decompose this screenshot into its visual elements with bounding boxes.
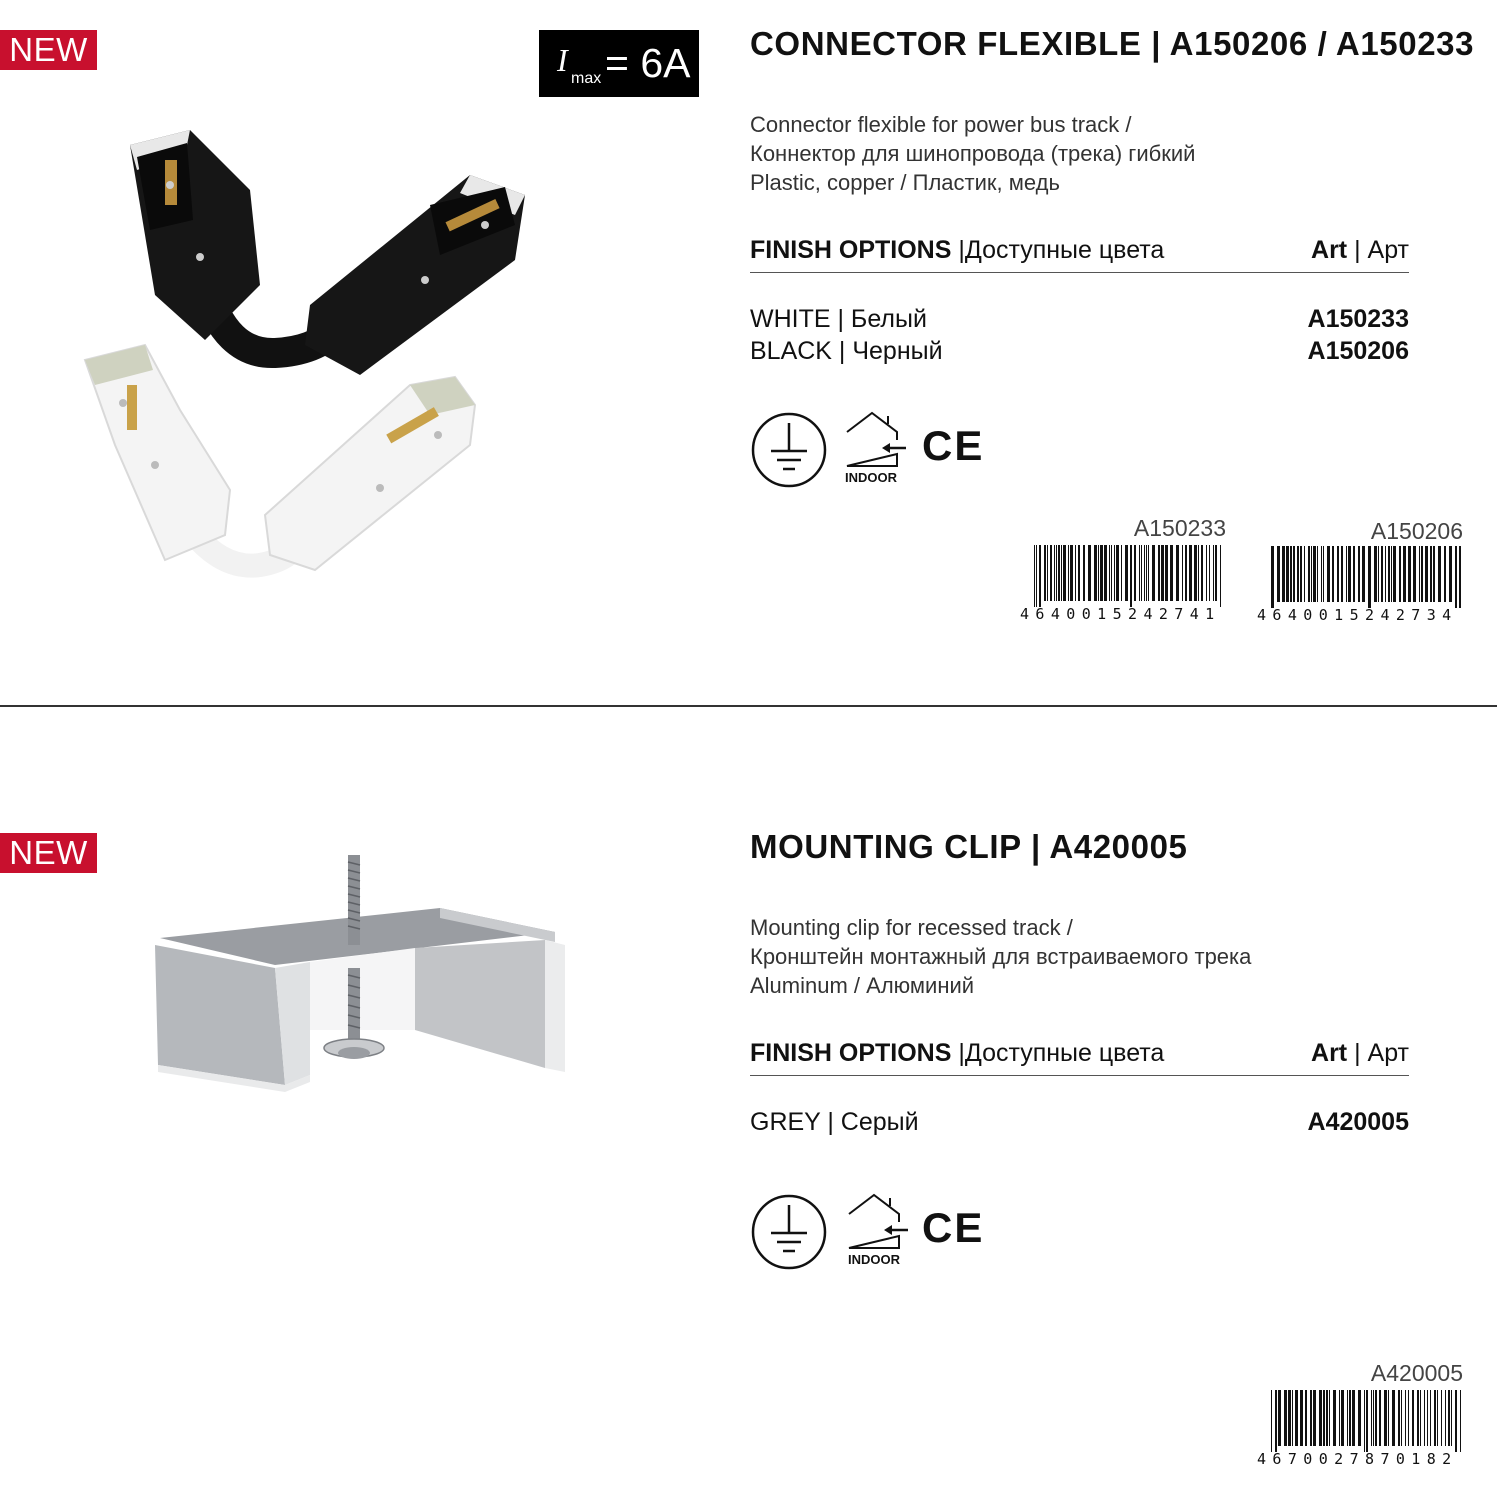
barcode-bar (1347, 1390, 1348, 1446)
barcode-bar (1413, 546, 1416, 602)
barcode-bar (1300, 1390, 1303, 1446)
barcode-bar (1323, 1390, 1325, 1446)
barcode-bar (1189, 545, 1192, 601)
barcode-bar (1317, 546, 1318, 602)
barcode-bar (1427, 1390, 1428, 1446)
barcode-bar (1176, 545, 1179, 601)
barcode-bar (1445, 1390, 1446, 1446)
barcode-bar (1277, 546, 1280, 602)
barcode-bar (1460, 1390, 1461, 1452)
description-line: Plastic, copper / Пластик, медь (750, 170, 1060, 195)
barcode-bar (1374, 546, 1377, 602)
new-badge: NEW (0, 30, 97, 70)
barcode-bar (1455, 1390, 1457, 1452)
barcode-bar (1358, 546, 1360, 602)
barcode-bar (1321, 546, 1322, 602)
barcode-bar (1161, 545, 1164, 601)
connector-flexible-image (75, 115, 545, 585)
art-label-ru: Арт (1367, 1039, 1409, 1067)
barcode-bar (1047, 545, 1048, 601)
barcode-bar (1352, 1390, 1355, 1446)
barcode-bar (1271, 546, 1274, 608)
indoor-icon (844, 410, 908, 468)
barcode-bar (1437, 1390, 1438, 1446)
barcode-bar (1070, 545, 1073, 601)
barcode-bar (1459, 546, 1461, 608)
barcode-bar (1366, 1390, 1368, 1452)
description-line: Connector flexible for power bus track / (750, 112, 1132, 137)
barcode-bar (1039, 545, 1041, 607)
art-label-ru: Арт (1367, 236, 1409, 264)
barcode-bar (1323, 546, 1324, 602)
barcode-bar (1425, 546, 1428, 602)
barcode-art: A150206 (1370, 518, 1463, 544)
barcode-bar (1392, 1390, 1395, 1446)
finish-row (750, 305, 1409, 337)
barcode-bars (1034, 545, 1224, 607)
barcode-bar (1353, 546, 1355, 602)
imax-symbol: I (557, 42, 568, 78)
barcode-bar (1401, 1390, 1402, 1446)
barcode-bar (1050, 545, 1052, 601)
barcode-bar (1044, 545, 1046, 601)
barcode-bar (1141, 545, 1142, 601)
barcode-bar (1286, 546, 1289, 602)
finish-options-label-ru: Доступные цвета (964, 236, 1165, 264)
barcode-bar (1295, 1390, 1298, 1446)
finish-options-label: FINISH OPTIONS (750, 236, 952, 264)
barcode-bar (1391, 546, 1392, 602)
barcode-bar (1438, 546, 1441, 602)
barcode-bar (1329, 1390, 1330, 1446)
barcode-bar (1384, 1390, 1387, 1446)
white-connector (85, 345, 475, 570)
ground-icon (750, 1193, 828, 1271)
barcode-bar (1378, 546, 1379, 602)
barcode-bar (1170, 545, 1173, 601)
barcode-bar (1220, 545, 1221, 607)
barcode-art: A150233 (1133, 515, 1226, 541)
finish-name: WHITE | Белый (750, 305, 927, 333)
finish-name: BLACK | Черный (750, 337, 943, 365)
description-line: Aluminum / Алюминий (750, 973, 975, 998)
barcode-bar (1451, 1390, 1452, 1446)
finish-row (750, 337, 1409, 369)
barcode-bar (1398, 1390, 1400, 1446)
barcode-bar (1405, 1390, 1406, 1446)
barcode-bar (1109, 545, 1110, 601)
barcode-bar (1061, 545, 1062, 601)
barcode-bars (1271, 1390, 1461, 1452)
barcode-bar (1201, 545, 1203, 601)
finish-options-separator: | (951, 236, 965, 264)
barcode-bar (1408, 546, 1411, 602)
barcode (1257, 518, 1463, 628)
product-description (750, 913, 1251, 1000)
barcode-bar (1420, 1390, 1421, 1446)
barcode-bar (1341, 546, 1343, 602)
imax-subscript: max (571, 70, 602, 87)
barcode-bar (1408, 1390, 1409, 1446)
barcode-bar (1412, 1390, 1414, 1446)
barcode-bar (1284, 1390, 1287, 1446)
barcode-bar (1075, 545, 1076, 601)
barcode-bar (1368, 546, 1371, 608)
new-badge: NEW (0, 833, 97, 873)
ce-mark: CE (922, 1204, 985, 1251)
barcode-bar (1271, 1390, 1272, 1452)
barcode-bar (1304, 546, 1305, 602)
barcode-bar (1130, 545, 1132, 607)
barcode-bar (1290, 546, 1292, 602)
barcode-art: A420005 (1370, 1360, 1463, 1386)
description-line: Коннектор для шинопровода (трека) гибкий (750, 141, 1196, 166)
barcode-bar (1116, 545, 1119, 601)
art-label: Art (1311, 236, 1348, 264)
barcode-bar (1165, 545, 1168, 601)
barcode-bar (1034, 545, 1035, 607)
mounting-clip-image (150, 850, 580, 1110)
finish-options-separator: | (951, 1039, 965, 1067)
barcode-bar (1213, 545, 1214, 601)
barcode-bar (1292, 1390, 1293, 1446)
finish-options-label: FINISH OPTIONS (750, 1039, 952, 1067)
barcode-bar (1441, 1390, 1442, 1446)
barcode-bar (1198, 545, 1199, 601)
barcode-bar (1078, 545, 1080, 601)
barcode-bar (1403, 546, 1406, 602)
product-title: CONNECTOR FLEXIBLE | A150206 / A150233 (750, 25, 1475, 62)
barcode-number: 4670027870182 (1257, 1450, 1458, 1468)
barcode-bar (1275, 1390, 1277, 1452)
product-description (750, 110, 1195, 197)
barcode-bar (1125, 545, 1128, 601)
barcode-bar (1158, 545, 1160, 601)
barcode-bar (1362, 546, 1365, 602)
indoor-icon (846, 1192, 910, 1250)
barcode-bar (1209, 545, 1210, 601)
barcode-bar (1385, 546, 1386, 602)
barcode-bar (1333, 1390, 1336, 1446)
barcode-bar (1311, 546, 1312, 602)
ce-mark: CE (922, 422, 985, 469)
barcode-bar (1288, 1390, 1291, 1446)
section-divider (0, 705, 1497, 707)
barcode-bar (1373, 1390, 1374, 1446)
finish-art: A420005 (1307, 1108, 1409, 1136)
barcode-bar (1399, 546, 1401, 602)
barcode-bar (1381, 546, 1383, 602)
barcode-bar (1313, 546, 1316, 602)
finish-options-header (750, 236, 1409, 273)
barcode-bar (1111, 545, 1112, 601)
barcode-bar (1305, 1390, 1307, 1446)
barcode-bar (1319, 1390, 1322, 1446)
barcode-bar (1433, 546, 1435, 602)
barcode-bar (1337, 546, 1339, 602)
barcode-bar (1185, 545, 1187, 601)
barcode-bar (1349, 1390, 1351, 1446)
description-line: Кронштейн монтажный для встраиваемого трека (750, 944, 1252, 969)
imax-value: = 6A (605, 40, 691, 86)
barcode-bar (1310, 1390, 1312, 1446)
barcode-bar (1327, 546, 1330, 602)
barcode-bar (1371, 1390, 1372, 1446)
barcode-bar (1121, 545, 1122, 601)
barcode-bar (1339, 1390, 1340, 1446)
certification-icons (750, 1190, 990, 1280)
finish-art: A150206 (1307, 337, 1409, 365)
barcode-bar (1419, 546, 1420, 602)
barcode-bar (1144, 545, 1145, 601)
art-separator: | (1347, 1039, 1368, 1067)
barcode-bar (1341, 1390, 1344, 1446)
barcode-bar (1388, 546, 1390, 602)
barcode-bar (1194, 545, 1197, 601)
barcode-bar (1388, 1390, 1389, 1446)
barcode-bar (1375, 1390, 1377, 1446)
barcode-bar (1379, 1390, 1381, 1446)
barcode (1020, 515, 1226, 625)
barcode-bar (1148, 545, 1149, 601)
barcode-number: 4640015242734 (1257, 606, 1458, 624)
barcode-bar (1308, 546, 1310, 602)
barcode-bar (1206, 545, 1207, 601)
barcode-bar (1393, 546, 1396, 602)
barcode-bar (1444, 546, 1446, 602)
finish-art: A150233 (1307, 305, 1409, 333)
barcode-bar (1083, 545, 1085, 601)
barcode-bar (1139, 545, 1140, 601)
barcode-bar (1088, 545, 1091, 601)
certification-icons (750, 408, 990, 498)
barcode-bar (1313, 1390, 1316, 1446)
barcode-bar (1421, 546, 1423, 602)
finish-options-label-ru: Доступные цвета (964, 1039, 1165, 1067)
barcode-bar (1364, 1390, 1365, 1452)
barcode-bar (1449, 546, 1452, 602)
barcode-bar (1346, 546, 1347, 602)
barcode-bar (1104, 545, 1107, 601)
barcode-bar (1424, 1390, 1425, 1446)
barcode-bar (1448, 1390, 1450, 1446)
barcode-bar (1434, 1390, 1436, 1446)
barcode-bar (1215, 545, 1217, 601)
indoor-label: INDOOR (845, 470, 897, 485)
barcode-bar (1056, 545, 1057, 601)
barcode-bar (1417, 1390, 1419, 1446)
art-label: Art (1311, 1039, 1348, 1067)
barcode-bar (1063, 545, 1066, 601)
product-title: MOUNTING CLIP | A420005 (750, 828, 1188, 865)
barcode-bar (1430, 1390, 1431, 1446)
indoor-label: INDOOR (848, 1252, 900, 1267)
barcode-bar (1054, 545, 1055, 601)
barcode-bar (1068, 545, 1069, 601)
barcode-bar (1134, 545, 1136, 601)
barcode-bar (1300, 546, 1302, 602)
barcode-bar (1094, 545, 1097, 601)
finish-row (750, 1108, 1409, 1140)
black-connector (130, 130, 525, 375)
barcode-bar (1348, 546, 1351, 602)
barcode-bar (1058, 545, 1060, 601)
barcode (1257, 1360, 1463, 1470)
barcode-bar (1098, 545, 1099, 601)
barcode-bar (1430, 546, 1432, 602)
barcode-bar (1455, 546, 1457, 608)
description-line: Mounting clip for recessed track / (750, 915, 1073, 940)
barcode-bar (1146, 545, 1147, 601)
barcode-bar (1293, 546, 1295, 602)
barcode-bar (1297, 546, 1299, 602)
barcode-bar (1100, 545, 1103, 601)
finish-options-header (750, 1039, 1409, 1076)
barcode-bar (1358, 1390, 1361, 1446)
barcode-bars (1271, 546, 1461, 608)
barcode-bar (1114, 545, 1115, 601)
barcode-bar (1182, 545, 1183, 601)
barcode-bar (1282, 546, 1285, 602)
ground-icon (750, 411, 828, 489)
barcode-number: 4640015242741 (1020, 605, 1221, 623)
barcode-bar (1278, 1390, 1281, 1446)
barcode-bar (1036, 545, 1037, 607)
finish-name: GREY | Серый (750, 1108, 919, 1136)
barcode-bar (1152, 545, 1155, 601)
barcode-bar (1332, 546, 1334, 602)
imax-badge (539, 30, 699, 97)
barcode-bar (1326, 1390, 1328, 1446)
art-separator: | (1347, 236, 1368, 264)
